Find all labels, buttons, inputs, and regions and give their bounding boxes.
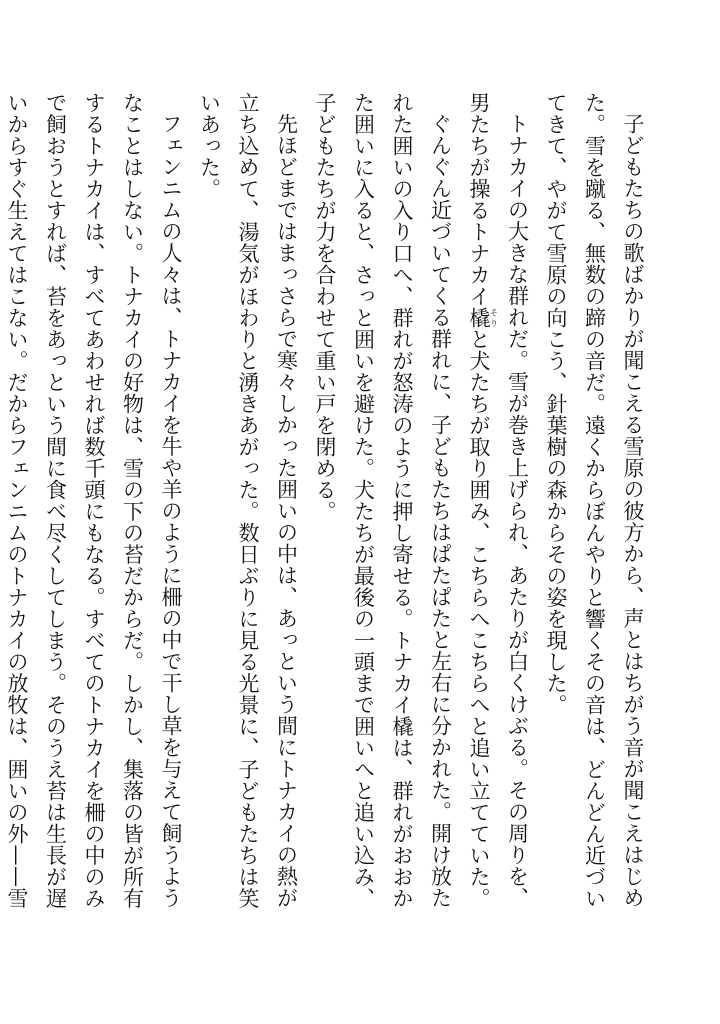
paragraph-3: ぐんぐん近づいてくる群れに、子どもたちはぱたぱたと左右に分かれた。開け放たれた囲いの入り口へ、群れが怒涛のように押し寄せる。トナカイ橇は、群れがおおかた囲いに入ると、さっと囲いを避けた。犬たちが最後の一頭まで囲いへと追い込み、子どもたちが力を合わせて重い戸を閉める。 bbox=[313, 92, 453, 909]
paragraph-2 bbox=[460, 92, 537, 922]
ruby-annotation bbox=[467, 307, 499, 329]
ruby-reading: そり bbox=[489, 307, 499, 329]
paragraph-2-before-ruby: トナカイの大きな群れだ。雪が巻き上げられ、あたりが白くけぶる。その周りを、男たちが操るトナカイ bbox=[467, 92, 530, 909]
vertical-text-block bbox=[0, 92, 652, 922]
ruby-base: 橇 bbox=[467, 307, 491, 329]
paragraph-2-after-ruby: と犬たちが取り囲み、こちらへこちらへと追い立てていた。 bbox=[467, 328, 491, 909]
paragraph-5: フェンニムの人々は、トナカイを牛や羊のように柵の中で干し草を与えて飼うようなことはしない。トナカイの好物は、雪の下の苔だからだ。しかし、集落の皆が所有するトナカイは、すべてあわせれば数千頭にもなる。すべてのトナカイを柵の中のみで飼おうとすれば、苔をあっという間に食べ尽くしてしまう。そのうえ苔は生長が遅いからすぐ生えてはこない。だからフェンニムのトナカイの放牧は、囲いの外——雪 bbox=[5, 92, 183, 909]
paragraph-4: 先ほどまではまっさらで寒々しかった囲いの中は、あっという間にトナカイの熱が立ち込めて、湯気がほわりと湧きあがった。数日ぶりに見る光景に、子どもたちは笑いあった。 bbox=[197, 92, 299, 909]
paragraph-1: 子どもたちの歌ばかりが聞こえる雪原の彼方から、声とはちがう音が聞こえはじめた。雪を蹴る、無数の蹄の音だ。遠くからぼんやりと響くその音は、どんどん近づいてきて、やがて雪原の向こう、針葉樹の森からその姿を現した。 bbox=[544, 92, 645, 909]
